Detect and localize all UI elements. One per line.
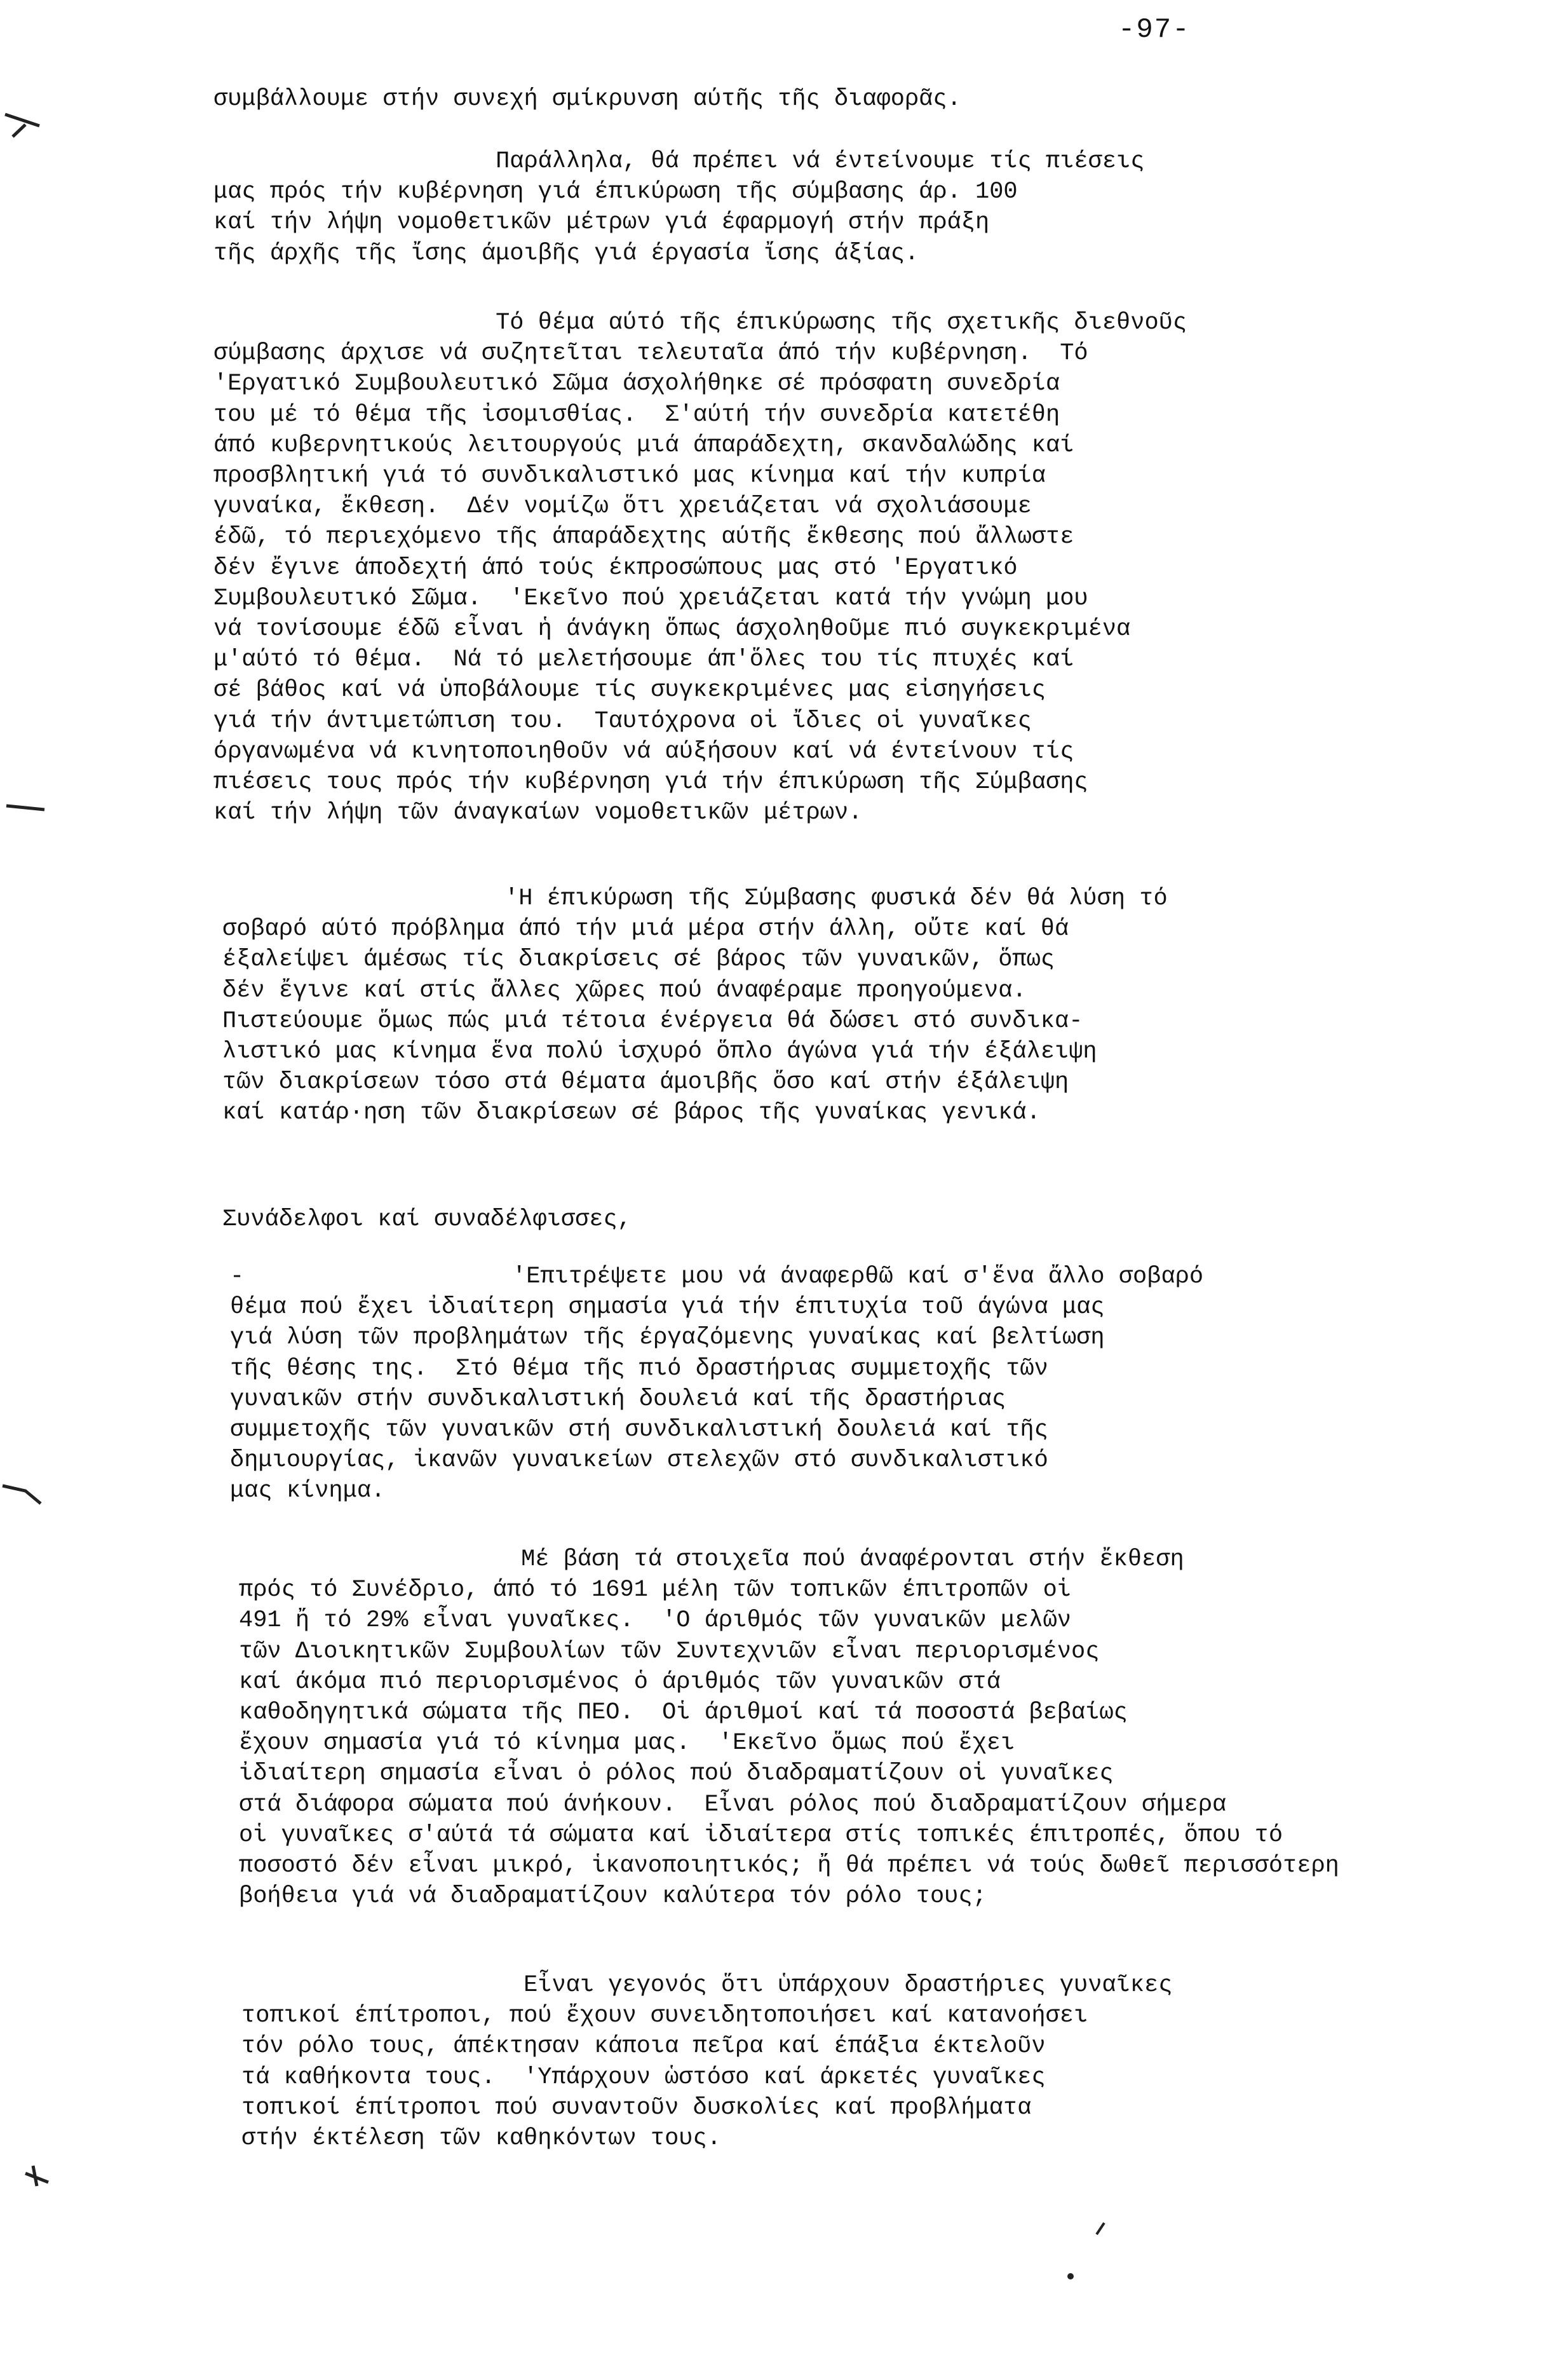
text-line: πιέσεις τους πρός τήν κυβέρνηση γιά τήν έπικύρωση τῆς Σύμβασης [213,769,1088,796]
paragraph-5 [222,1204,632,1235]
text-line: 'Η έπικύρωση τῆς Σύμβασης φυσικά δέν θά λύση τό [222,885,1168,912]
text-line: βοήθεια γιά νά διαδραματίζουν καλύτερα τόν ρόλο τους; [239,1883,987,1910]
text-line: τόν ρόλο τους, άπέκτησαν κάποια πεῖρα καί έπάξια έκτελοῦν [241,2033,1046,2060]
pen-mark-left-2 [3,1486,41,1504]
text-line: Παράλληλα, θά πρέπει νά έντείνουμε τίς πιέσεις [213,148,1145,175]
page-number: -97- [1118,14,1191,46]
text-line: σύμβασης άρχισε νά συζητεῖται τελευταῖα άπό τήν κυβέρνηση. Τό [213,340,1088,367]
text-line: ἰδιαίτερη σημασία εἶναι ὁ ρόλος πού διαδραματίζουν οἱ γυναῖκες [239,1760,1114,1788]
pen-mark-bottom-left [25,2166,48,2186]
text-line: Εἶναι γεγονός ὅτι ὑπάρχουν δραστήριες γυναῖκες [241,1972,1173,1999]
text-line: τοπικοί έπίτροποι, πού ἔχουν συνειδητοποιήσει καί κατανοήσει [241,2002,1088,2030]
text-line: Μέ βάση τά στοιχεῖα πού άναφέρονται στήν ἔκθεση [239,1546,1184,1573]
text-line: νά τονίσουμε έδῶ εἶναι ἡ άνάγκη ὅπως άσχοληθοῦμε πιό συγκεκριμένα [213,616,1131,643]
text-line: οἱ γυναῖκες σ'αύτά τά σώματα καί ἰδιαίτερα στίς τοπικές έπιτροπές, ὅπου τό [239,1821,1283,1849]
text-line: όργανωμένα νά κινητοποιηθοῦν νά αύξήσουν καί νά έντείνουν τίς [213,738,1074,765]
text-line: γυναικῶν στήν συνδικαλιστική δουλειά καί τῆς δραστήριας [230,1385,1006,1413]
text-line: στήν έκτέλεση τῶν καθηκόντων τους. [241,2125,721,2152]
text-line: ἔχουν σημασία γιά τό κίνημα μας. 'Εκεῖνο ὅμως πού ἔχει [239,1730,1015,1757]
paragraph-8 [241,1970,1172,2154]
text-line: μας πρός τήν κυβέρνηση γιά έπικύρωση τῆς σύμβασης άρ. 100 [213,179,1018,206]
text-line: συμβάλλουμε στήν συνεχή σμίκρυνση αύτῆς τῆς διαφορᾶς. [213,86,961,112]
text-line: μας κίνημα. [230,1478,386,1505]
text-line: τῆς άρχῆς τῆς ἴσης άμοιβῆς γιά έργασία ἴσης άξίας. [213,240,919,267]
paragraph-3 [213,308,1187,828]
text-line: τά καθήκοντα τους. 'Υπάρχουν ὡστόσο καί άρκετές γυναῖκες [241,2063,1046,2091]
text-line: καί τήν λήψη τῶν άναγκαίων νομοθετικῶν μέτρων. [213,799,863,827]
text-line: έξαλείψει άμέσως τίς διακρίσεις σέ βάρος τῶν γυναικῶν, ὅπως [222,946,1055,974]
text-line: προσβλητική γιά τό συνδικαλιστικό μας κίνημα καί τήν κυπρία [213,463,1046,490]
paragraph-4 [222,883,1168,1129]
text-line: καί άκόμα πιό περιορισμένος ὁ άριθμός τῶν γυναικῶν στά [239,1668,1001,1695]
text-line: - 'Επιτρέψετε μου νά άναφερθῶ καί σ'ἕνα ἄλλο σοβαρό [230,1263,1204,1290]
text-line: τῶν Διοικητικῶν Συμβουλίων τῶν Συντεχνιῶν εἶναι περιορισμένος [239,1638,1100,1665]
text-line: γιά τήν άντιμετώπιση του. Ταυτόχρονα οἱ ἴδιες οἱ γυναῖκες [213,707,1032,735]
text-line: Συμβουλευτικό Σῶμα. 'Εκεῖνο πού χρειάζεται κατά τήν γνώμη μου [213,585,1088,612]
text-line: σέ βάθος καί νά ὑποβάλουμε τίς συγκεκριμένες μας εἰσηγήσεις [213,677,1046,704]
text-line: Πιστεύουμε ὅμως πώς μιά τέτοια ένέργεια θά δώσει στό συνδικα- [222,1007,1083,1035]
text-line: Συνάδελφοι καί συναδέλφισσες, [222,1206,632,1233]
text-line: τῶν διακρίσεων τόσο στά θέματα άμοιβῆς ὅσο καί στήν έξάλειψη [222,1069,1069,1096]
text-line: σοβαρό αύτό πρόβλημα άπό τήν μιά μέρα στήν άλλη, οὔτε καί θά [222,916,1069,943]
text-line: άπό κυβερνητικούς λειτουργούς μιά άπαράδεχτη, σκανδαλώδης καί [213,431,1074,459]
text-line: δέν ἔγινε άποδεχτή άπό τούς έκπροσώπους μας στό 'Εργατικό [213,554,1018,581]
text-line: 'Εργατικό Συμβουλευτικό Σῶμα άσχολήθηκε σέ πρόσφατη συνεδρία [213,370,1060,398]
text-line: συμμετοχῆς τῶν γυναικῶν στή συνδικαλιστική δουλειά καί τῆς [230,1416,1048,1444]
text-line: δέν ἔγινε καί στίς ἄλλες χῶρες πού άναφέραμε προηγούμενα. [222,977,1027,1004]
paragraph-2 [213,146,1144,269]
text-line: στά διάφορα σώματα πού άνήκουν. Εἶναι ρόλος πού διαδραματίζουν σήμερα [239,1791,1227,1818]
text-line: λιστικό μας κίνημα ἕνα πολύ ἰσχυρό ὅπλο άγώνα γιά τήν έξάλειψη [222,1038,1097,1066]
text-line: Τό θέμα αύτό τῆς έπικύρωσης τῆς σχετικῆς διεθνοῦς [213,309,1187,336]
text-line: πρός τό Συνέδριο, άπό τό 1691 μέλη τῶν τοπικῶν έπιτροπῶν οἱ [239,1577,1072,1604]
paragraph-1 [213,84,961,114]
paragraph-6 [230,1261,1203,1507]
text-line: ποσοστό δέν εἶναι μικρό, ἱκανοποιητικός; ἤ θά πρέπει νά τούς δωθεῖ περισσότερη [239,1852,1339,1880]
text-line: καί κατάρ·ηση τῶν διακρίσεων σέ βάρος τῆς γυναίκας γενικά. [222,1099,1041,1127]
text-line: τῆς θέσης της. Στό θέμα τῆς πιό δραστήριας συμμετοχῆς τῶν [230,1355,1048,1382]
text-line: γυναίκα, ἔκθεση. Δέν νομίζω ὅτι χρειάζεται νά σχολιάσουμε [213,493,1032,520]
text-line: έδῶ, τό περιεχόμενο τῆς άπαράδεχτης αύτῆς ἔκθεσης πού ἄλλωστε [213,524,1074,551]
dot-mark [1067,2273,1074,2279]
text-line: γιά λύση τῶν προβλημάτων τῆς έργαζόμενης γυναίκας καί βελτίωση [230,1324,1105,1352]
text-line: του μέ τό θέμα τῆς ἰσομισθίας. Σ'αύτή τήν συνεδρία κατετέθη [213,401,1060,428]
text-line: μ'αύτό τό θέμα. Νά τό μελετήσουμε άπ'ὅλες του τίς πτυχές καί [213,646,1074,674]
paragraph-7 [239,1544,1339,1912]
text-line: δημιουργίας, ἰκανῶν γυναικείων στελεχῶν στό συνδικαλιστικό [230,1447,1048,1474]
text-line: 491 ἤ τό 29% εἶναι γυναῖκες. 'Ο άριθμός τῶν γυναικῶν μελῶν [239,1607,1072,1634]
pen-mark-left-1 [6,806,44,810]
pen-mark-bottom-right [1097,2223,1104,2234]
pen-mark-top-left [5,114,39,137]
text-line: καθοδηγητικά σώματα τῆς ΠΕΟ. Οἱ άριθμοί καί τά ποσοστά βεβαίως [239,1699,1128,1727]
text-line: καί τήν λήψη νομοθετικῶν μέτρων γιά έφαρμογή στήν πράξη [213,209,990,236]
text-line: θέμα πού ἔχει ἰδιαίτερη σημασία γιά τήν έπιτυχία τοῦ άγώνα μας [230,1294,1105,1321]
text-line: τοπικοί έπίτροποι πού συναντοῦν δυσκολίες καί προβλήματα [241,2094,1032,2121]
